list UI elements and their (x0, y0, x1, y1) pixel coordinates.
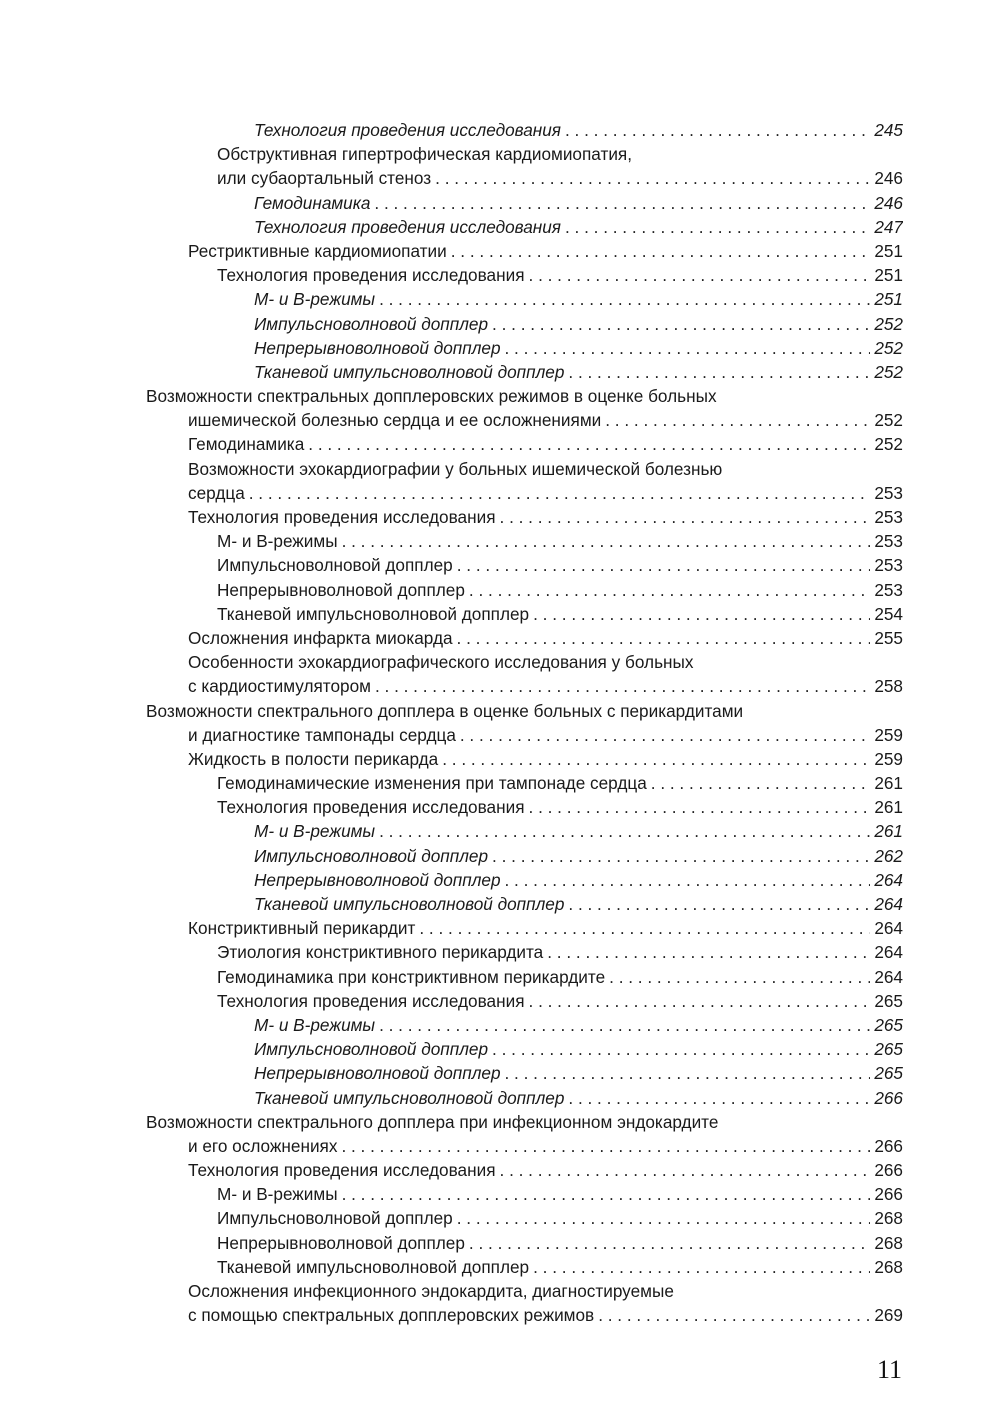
toc-entry-title: Тканевой импульсноволновой допплер (217, 1255, 533, 1279)
toc-entry-page: 255 (870, 626, 903, 650)
toc-leader-dots (379, 287, 870, 311)
toc-entry-page: 252 (870, 336, 903, 360)
toc-leader-dots (419, 916, 870, 940)
toc-entry[interactable] (146, 384, 903, 432)
toc-leader-dots (529, 795, 871, 819)
toc-leader-dots (469, 1231, 870, 1255)
toc-leader-dots (651, 771, 871, 795)
toc-entry-title: Возможности эхокардиографии у больных ишемической болезнью (188, 459, 726, 479)
toc-entry-title: сердца (188, 481, 249, 505)
toc-entry[interactable] (146, 360, 903, 384)
toc-entry[interactable] (146, 892, 903, 916)
toc-entry[interactable] (146, 263, 903, 287)
toc-entry-title: с помощью спектральных допплеровских режимов (188, 1303, 598, 1327)
toc-entry[interactable] (146, 312, 903, 336)
toc-entry-title: М- и В-режимы (217, 529, 342, 553)
toc-leader-dots (568, 1086, 870, 1110)
toc-entry[interactable] (146, 844, 903, 868)
toc-entry-page: 251 (870, 239, 903, 263)
toc-leader-dots (505, 1061, 871, 1085)
toc-entry-page: 246 (870, 166, 903, 190)
toc-leader-dots (374, 191, 870, 215)
toc-leader-dots (568, 892, 870, 916)
toc-entry-page: 251 (870, 263, 903, 287)
toc-entry-page: 252 (870, 408, 903, 432)
toc-leader-dots (533, 602, 870, 626)
toc-leader-dots (609, 965, 870, 989)
toc-entry-title: Констриктивный перикардит (188, 916, 419, 940)
toc-entry-title: Импульсноволновой допплер (217, 1206, 457, 1230)
toc-entry[interactable] (146, 1061, 903, 1085)
toc-entry-title: М- и В-режимы (254, 287, 379, 311)
toc-entry[interactable] (146, 699, 903, 747)
toc-leader-dots (492, 1037, 870, 1061)
toc-entry-page: 264 (870, 916, 903, 940)
toc-leader-dots (565, 118, 870, 142)
toc-entry-page: 259 (870, 747, 903, 771)
toc-entry-title: Импульсноволновой допплер (254, 312, 492, 336)
toc-entry-page: 269 (870, 1303, 903, 1327)
toc-entry-title: Обструктивная гипертрофическая кардиомиопатия, (217, 144, 636, 164)
toc-leader-dots (342, 529, 871, 553)
toc-entry-page: 258 (870, 674, 903, 698)
table-of-contents (146, 118, 903, 1327)
toc-entry-title: Тканевой импульсноволновой допплер (217, 602, 533, 626)
toc-entry-title: Импульсноволновой допплер (254, 1037, 492, 1061)
toc-entry-page: 253 (870, 505, 903, 529)
toc-entry-page: 264 (870, 965, 903, 989)
toc-entry-page: 245 (870, 118, 903, 142)
toc-leader-dots (457, 553, 871, 577)
toc-entry-title: Возможности спектральных допплеровских режимов в оценке больных (146, 386, 721, 406)
toc-leader-dots (547, 940, 870, 964)
toc-entry[interactable] (146, 602, 903, 626)
toc-entry-page: 262 (870, 844, 903, 868)
toc-entry-title: Непрерывноволновой допплер (217, 1231, 469, 1255)
toc-leader-dots (442, 747, 870, 771)
toc-leader-dots (533, 1255, 870, 1279)
toc-entry-title: Технология проведения исследования (217, 795, 529, 819)
toc-entry[interactable] (146, 1255, 903, 1279)
toc-leader-dots (505, 336, 871, 360)
toc-entry-page: 261 (870, 819, 903, 843)
toc-entry-page: 261 (870, 795, 903, 819)
toc-entry-title: Гемодинамика (188, 432, 308, 456)
toc-entry-page: 261 (870, 771, 903, 795)
toc-leader-dots (505, 868, 871, 892)
toc-entry[interactable] (146, 1231, 903, 1255)
toc-entry-title: Тканевой импульсноволновой допплер (254, 1086, 568, 1110)
toc-entry-page: 265 (870, 1013, 903, 1037)
toc-leader-dots (379, 1013, 870, 1037)
toc-entry-title: Технология проведения исследования (254, 215, 565, 239)
toc-leader-dots (605, 408, 870, 432)
toc-entry-page: 259 (870, 723, 903, 747)
toc-entry-page: 253 (870, 529, 903, 553)
toc-entry[interactable] (146, 457, 903, 505)
toc-entry-title: Гемодинамические изменения при тампонаде сердца (217, 771, 651, 795)
toc-leader-dots (375, 674, 870, 698)
toc-leader-dots (492, 844, 870, 868)
toc-entry-title: Технология проведения исследования (217, 989, 529, 1013)
toc-leader-dots (435, 166, 870, 190)
toc-entry[interactable] (146, 650, 903, 698)
toc-entry[interactable] (146, 868, 903, 892)
toc-entry[interactable] (146, 1182, 903, 1206)
toc-entry-page: 251 (870, 287, 903, 311)
toc-entry[interactable] (146, 553, 903, 577)
toc-entry[interactable] (146, 1158, 903, 1182)
toc-entry[interactable] (146, 1037, 903, 1061)
toc-entry[interactable] (146, 215, 903, 239)
toc-leader-dots (565, 215, 870, 239)
toc-leader-dots (460, 723, 870, 747)
toc-entry-page: 246 (870, 191, 903, 215)
toc-entry-title: Возможности спектрального допплера при инфекционном эндокардите (146, 1112, 722, 1132)
toc-entry-title: с кардиостимулятором (188, 674, 375, 698)
toc-entry-page: 264 (870, 940, 903, 964)
toc-entry[interactable] (146, 239, 903, 263)
toc-entry-page: 265 (870, 1061, 903, 1085)
toc-entry[interactable] (146, 118, 903, 142)
toc-entry-title: Импульсноволновой допплер (217, 553, 457, 577)
toc-leader-dots (500, 505, 871, 529)
toc-entry-title: Тканевой импульсноволновой допплер (254, 892, 568, 916)
toc-entry-title: Особенности эхокардиографического исследования у больных (188, 652, 697, 672)
toc-entry-title: Технология проведения исследования (254, 118, 565, 142)
toc-entry-page: 266 (870, 1134, 903, 1158)
toc-entry-page: 266 (870, 1182, 903, 1206)
toc-leader-dots (598, 1303, 870, 1327)
toc-entry-title: Жидкость в полости перикарда (188, 747, 442, 771)
toc-entry-title: Технология проведения исследования (188, 505, 500, 529)
toc-entry-title: Гемодинамика (254, 191, 374, 215)
toc-entry[interactable] (146, 747, 903, 771)
toc-leader-dots (342, 1182, 871, 1206)
toc-entry[interactable] (146, 1086, 903, 1110)
toc-entry-title: и его осложнениях (188, 1134, 341, 1158)
toc-entry-title: Рестриктивные кардиомиопатии (188, 239, 451, 263)
toc-leader-dots (457, 1206, 871, 1230)
toc-entry-page: 268 (870, 1206, 903, 1230)
toc-leader-dots (529, 989, 871, 1013)
toc-entry[interactable] (146, 287, 903, 311)
toc-entry-title: Этиология констриктивного перикардита (217, 940, 547, 964)
toc-entry-title: М- и В-режимы (254, 1013, 379, 1037)
toc-entry[interactable] (146, 505, 903, 529)
toc-leader-dots (457, 626, 871, 650)
toc-entry-title: Технология проведения исследования (217, 263, 529, 287)
toc-entry[interactable] (146, 626, 903, 650)
toc-leader-dots (469, 578, 870, 602)
toc-entry-title: М- и В-режимы (254, 819, 379, 843)
toc-entry-page: 253 (870, 578, 903, 602)
toc-entry-title: Гемодинамика при констриктивном перикардите (217, 965, 609, 989)
toc-entry-page: 268 (870, 1231, 903, 1255)
toc-leader-dots (341, 1134, 870, 1158)
toc-leader-dots (249, 481, 871, 505)
toc-entry-title: М- и В-режимы (217, 1182, 342, 1206)
toc-entry-title: и диагностике тампонады сердца (188, 723, 460, 747)
toc-entry-title: Непрерывноволновой допплер (254, 868, 505, 892)
toc-entry-page: 252 (870, 432, 903, 456)
toc-entry-title: Технология проведения исследования (188, 1158, 500, 1182)
toc-entry[interactable] (146, 771, 903, 795)
toc-entry[interactable] (146, 1013, 903, 1037)
toc-entry-page: 266 (870, 1086, 903, 1110)
toc-entry-page: 253 (870, 481, 903, 505)
toc-entry-page: 254 (870, 602, 903, 626)
toc-entry-title: Непрерывноволновой допплер (217, 578, 469, 602)
toc-leader-dots (379, 819, 870, 843)
toc-entry[interactable] (146, 916, 903, 940)
toc-leader-dots (451, 239, 871, 263)
toc-leader-dots (529, 263, 871, 287)
toc-entry-page: 265 (870, 1037, 903, 1061)
toc-entry-page: 265 (870, 989, 903, 1013)
toc-entry-page: 252 (870, 360, 903, 384)
toc-entry-page: 268 (870, 1255, 903, 1279)
toc-leader-dots (308, 432, 870, 456)
toc-entry-title: Тканевой импульсноволновой допплер (254, 360, 568, 384)
toc-entry[interactable] (146, 1206, 903, 1230)
toc-entry-title: или субаортальный стеноз (217, 166, 435, 190)
toc-entry-title: Непрерывноволновой допплер (254, 336, 505, 360)
toc-leader-dots (492, 312, 870, 336)
toc-entry[interactable] (146, 965, 903, 989)
toc-entry-page: 253 (870, 553, 903, 577)
toc-entry[interactable] (146, 336, 903, 360)
toc-entry[interactable] (146, 1110, 903, 1158)
toc-leader-dots (568, 360, 870, 384)
page-number: 11 (876, 1355, 902, 1384)
toc-entry[interactable] (146, 1279, 903, 1327)
toc-entry[interactable] (146, 940, 903, 964)
toc-entry[interactable] (146, 578, 903, 602)
toc-leader-dots (500, 1158, 871, 1182)
toc-entry-title: Импульсноволновой допплер (254, 844, 492, 868)
toc-entry-title: Осложнения инфекционного эндокардита, диагностируемые (188, 1281, 678, 1301)
toc-entry[interactable] (146, 432, 903, 456)
toc-entry[interactable] (146, 795, 903, 819)
toc-entry-title: Осложнения инфаркта миокарда (188, 626, 457, 650)
toc-entry-page: 247 (870, 215, 903, 239)
toc-entry-page: 252 (870, 312, 903, 336)
toc-entry-page: 266 (870, 1158, 903, 1182)
toc-entry-title: ишемической болезнью сердца и ее осложнениями (188, 408, 605, 432)
toc-entry[interactable] (146, 142, 903, 190)
toc-entry[interactable] (146, 191, 903, 215)
toc-entry-title: Непрерывноволновой допплер (254, 1061, 505, 1085)
toc-entry-page: 264 (870, 868, 903, 892)
toc-entry[interactable] (146, 989, 903, 1013)
toc-entry-title: Возможности спектрального допплера в оценке больных с перикардитами (146, 701, 747, 721)
toc-entry[interactable] (146, 529, 903, 553)
toc-entry-page: 264 (870, 892, 903, 916)
toc-entry[interactable] (146, 819, 903, 843)
